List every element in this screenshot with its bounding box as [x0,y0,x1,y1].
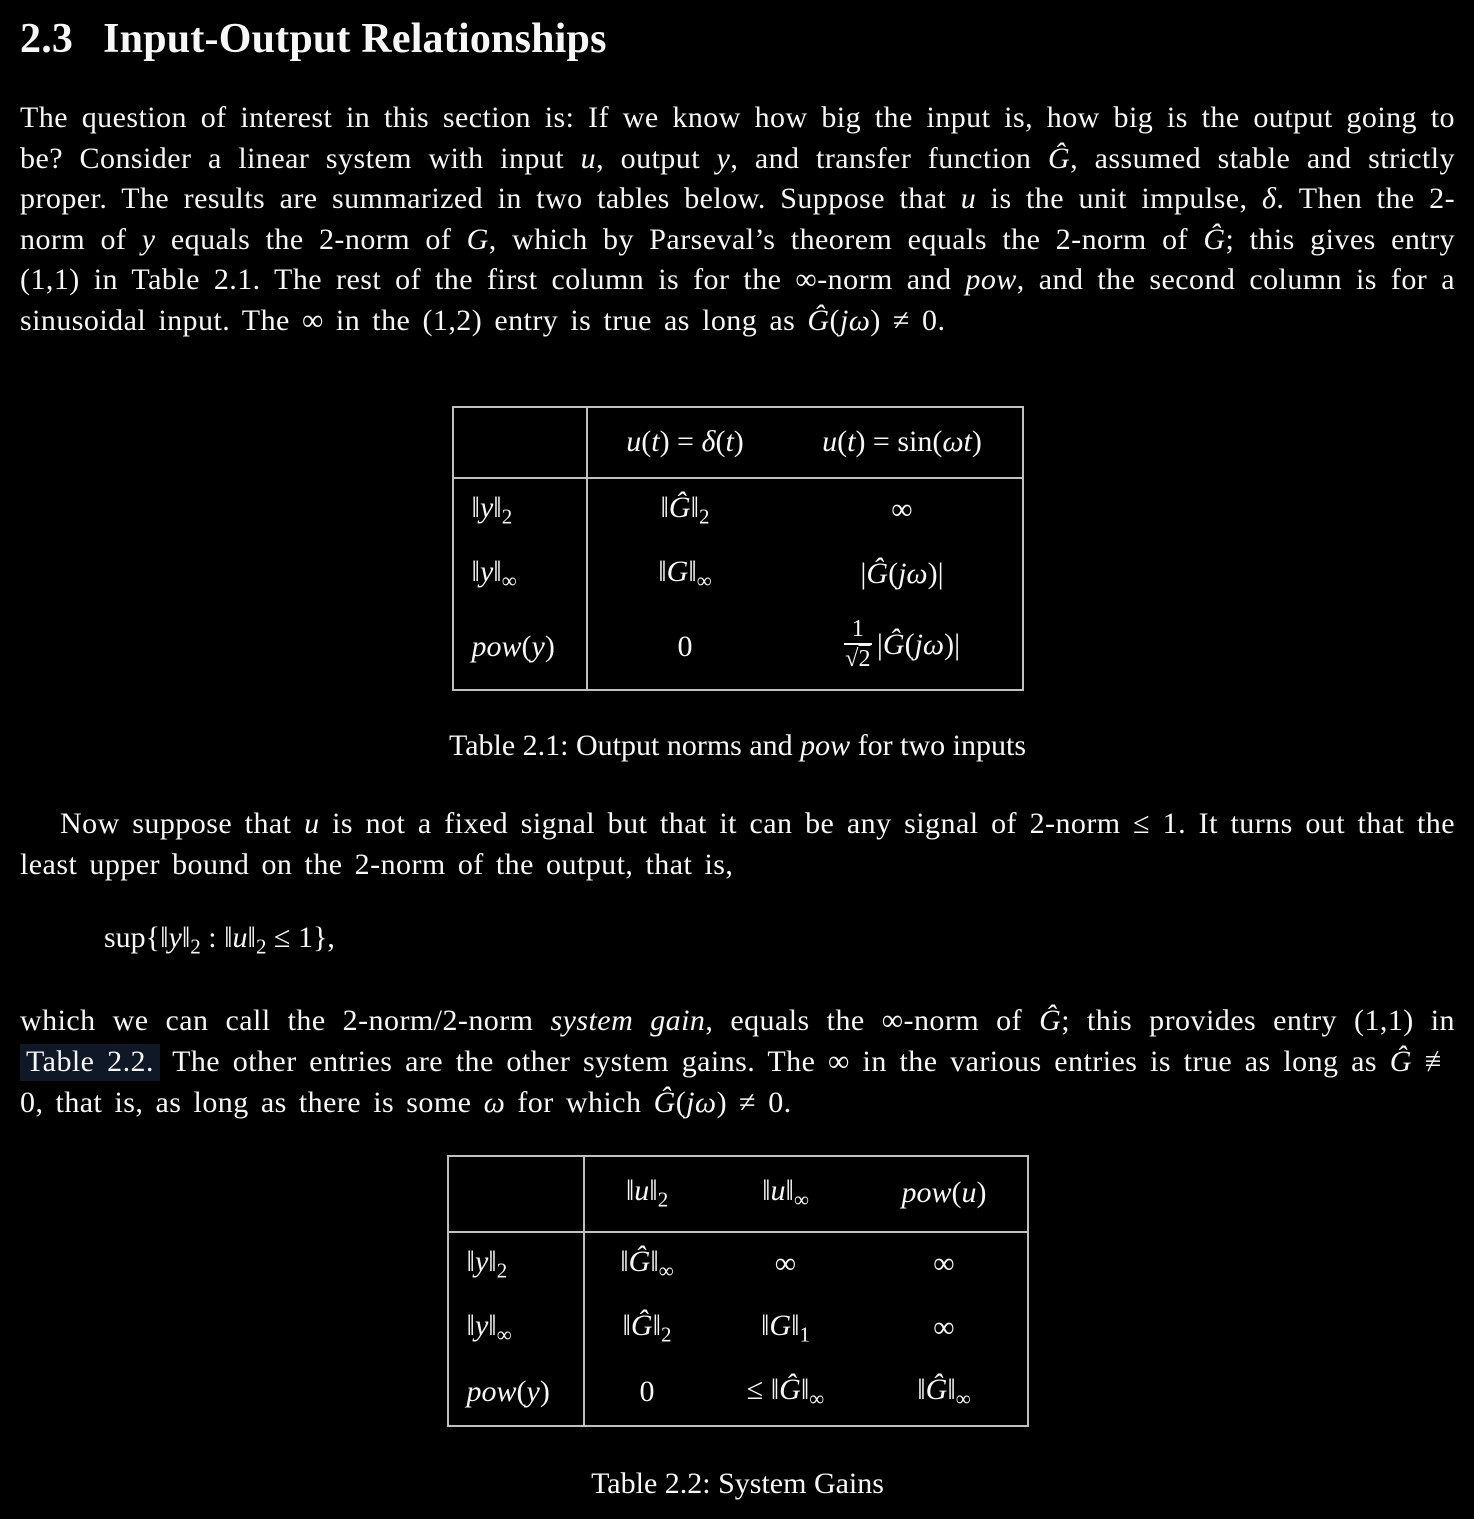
table-cell: ∞ [933,1246,955,1280]
table-cell: 0 [677,630,693,664]
table-cell: ≤ $‖Ĝ‖_\infty$ [746,1373,825,1411]
table-column-header: u(t) = sin(ωt) [783,407,1023,478]
table-2-2-wrap [20,1155,1455,1427]
section-title: Input-Output Relationships [103,16,607,62]
table-cell: 0 [639,1375,655,1409]
table-header-row [448,1156,1028,1231]
table-cell: $‖Ĝ‖_\infty$ [620,1244,674,1282]
table-2-2 [447,1155,1029,1427]
table-row [448,1297,1028,1361]
paragraph-gains: which we can call the 2-norm/2-norm system gain, equals the ∞-norm of Ĝ; this provides entry (1,1) in Table 2.2. The other entries are the other system gains. The ∞ in the various entries is true as long as Ĝ ≢ 0, that is, as long as there is some ω for which Ĝ(jω) ≠ 0. [20,1004,1456,1119]
fraction-one-over-sqrt2: $\frac{1}{√2}$ [845,616,871,672]
table-2-2-link[interactable]: Table 2.2. [20,1044,160,1081]
paragraph-intro: The question of interest in this section is: If we know how big the input is, how big is the output going to be? Consider a linear system with input u, output y, and transfer function Ĝ, assumed stable and strictly proper. The results are summarized in two tables below. Suppose that u is the unit impulse, δ. Then the 2-norm of y equals the 2-norm of G, which by Parseval’s theorem equals the 2-norm of Ĝ; this gives entry (1,1) in Table 2.1. The rest of the first column is for the ∞-norm and pow, and the second column is for a sinusoidal input. The ∞ in the (1,2) entry is true as long as Ĝ(jω) ≠ 0. [20,101,1456,337]
table-cell: ∞ [933,1310,955,1344]
table-row [448,1232,1028,1297]
section-number: 2.3 [20,16,74,62]
display-formula: $sup\{‖y‖_2$ : $‖u‖_2 \le 1$}, [104,921,335,959]
table-column-header: pow(u) [862,1156,1028,1231]
table-2-1-wrap [20,406,1455,691]
table-corner-cell [453,407,587,478]
table-cell: ∞ [891,492,913,526]
table-row [453,478,1023,543]
table-row-label: $‖y‖_2$ [448,1232,584,1297]
table-column-header: $‖u‖_\infty$ [710,1156,862,1231]
table-cell: |Ĝ(jω)| [860,557,944,590]
table-row-label: $‖y‖_\infty$ [453,543,587,607]
table-cell: $‖G‖_1$ [760,1308,811,1347]
table-row-label: pow(y) [453,607,587,690]
table-row-label: $‖y‖_2$ [453,478,587,543]
section-heading [20,16,1455,62]
table-row [453,607,1023,690]
table-2-1-caption: Table 2.1: Output norms and pow for two inputs [448,728,1027,762]
table-cell: $‖Ĝ‖_2$ [660,490,710,528]
table-2-1 [452,406,1024,691]
table-2-2-caption: Table 2.2: System Gains [591,1467,884,1501]
table-row [448,1361,1028,1426]
table-corner-cell [448,1156,584,1231]
table-row-label: pow(y) [448,1361,584,1426]
table-cell: ∞ [774,1246,797,1280]
table-cell: $\frac{1}{√2}$ |Ĝ(jω)| [845,616,961,672]
table-column-header: u(t) = δ(t) [587,407,783,478]
table-cell: $‖G‖_\infty$ [658,554,712,593]
table-column-header: $‖u‖_2$ [584,1156,710,1231]
table-row [453,543,1023,607]
table-cell: $‖Ĝ‖_2$ [622,1308,672,1347]
table-header-row [453,407,1023,478]
table-cell: $‖Ĝ‖_\infty$ [917,1373,971,1411]
table-row-label: $‖y‖_\infty$ [448,1297,584,1361]
paragraph-sup: Now suppose that u is not a fixed signal but that it can be any signal of 2-norm ≤ 1. It turns out that the least upper bound on the 2-norm of the output, that is, [20,806,1455,881]
